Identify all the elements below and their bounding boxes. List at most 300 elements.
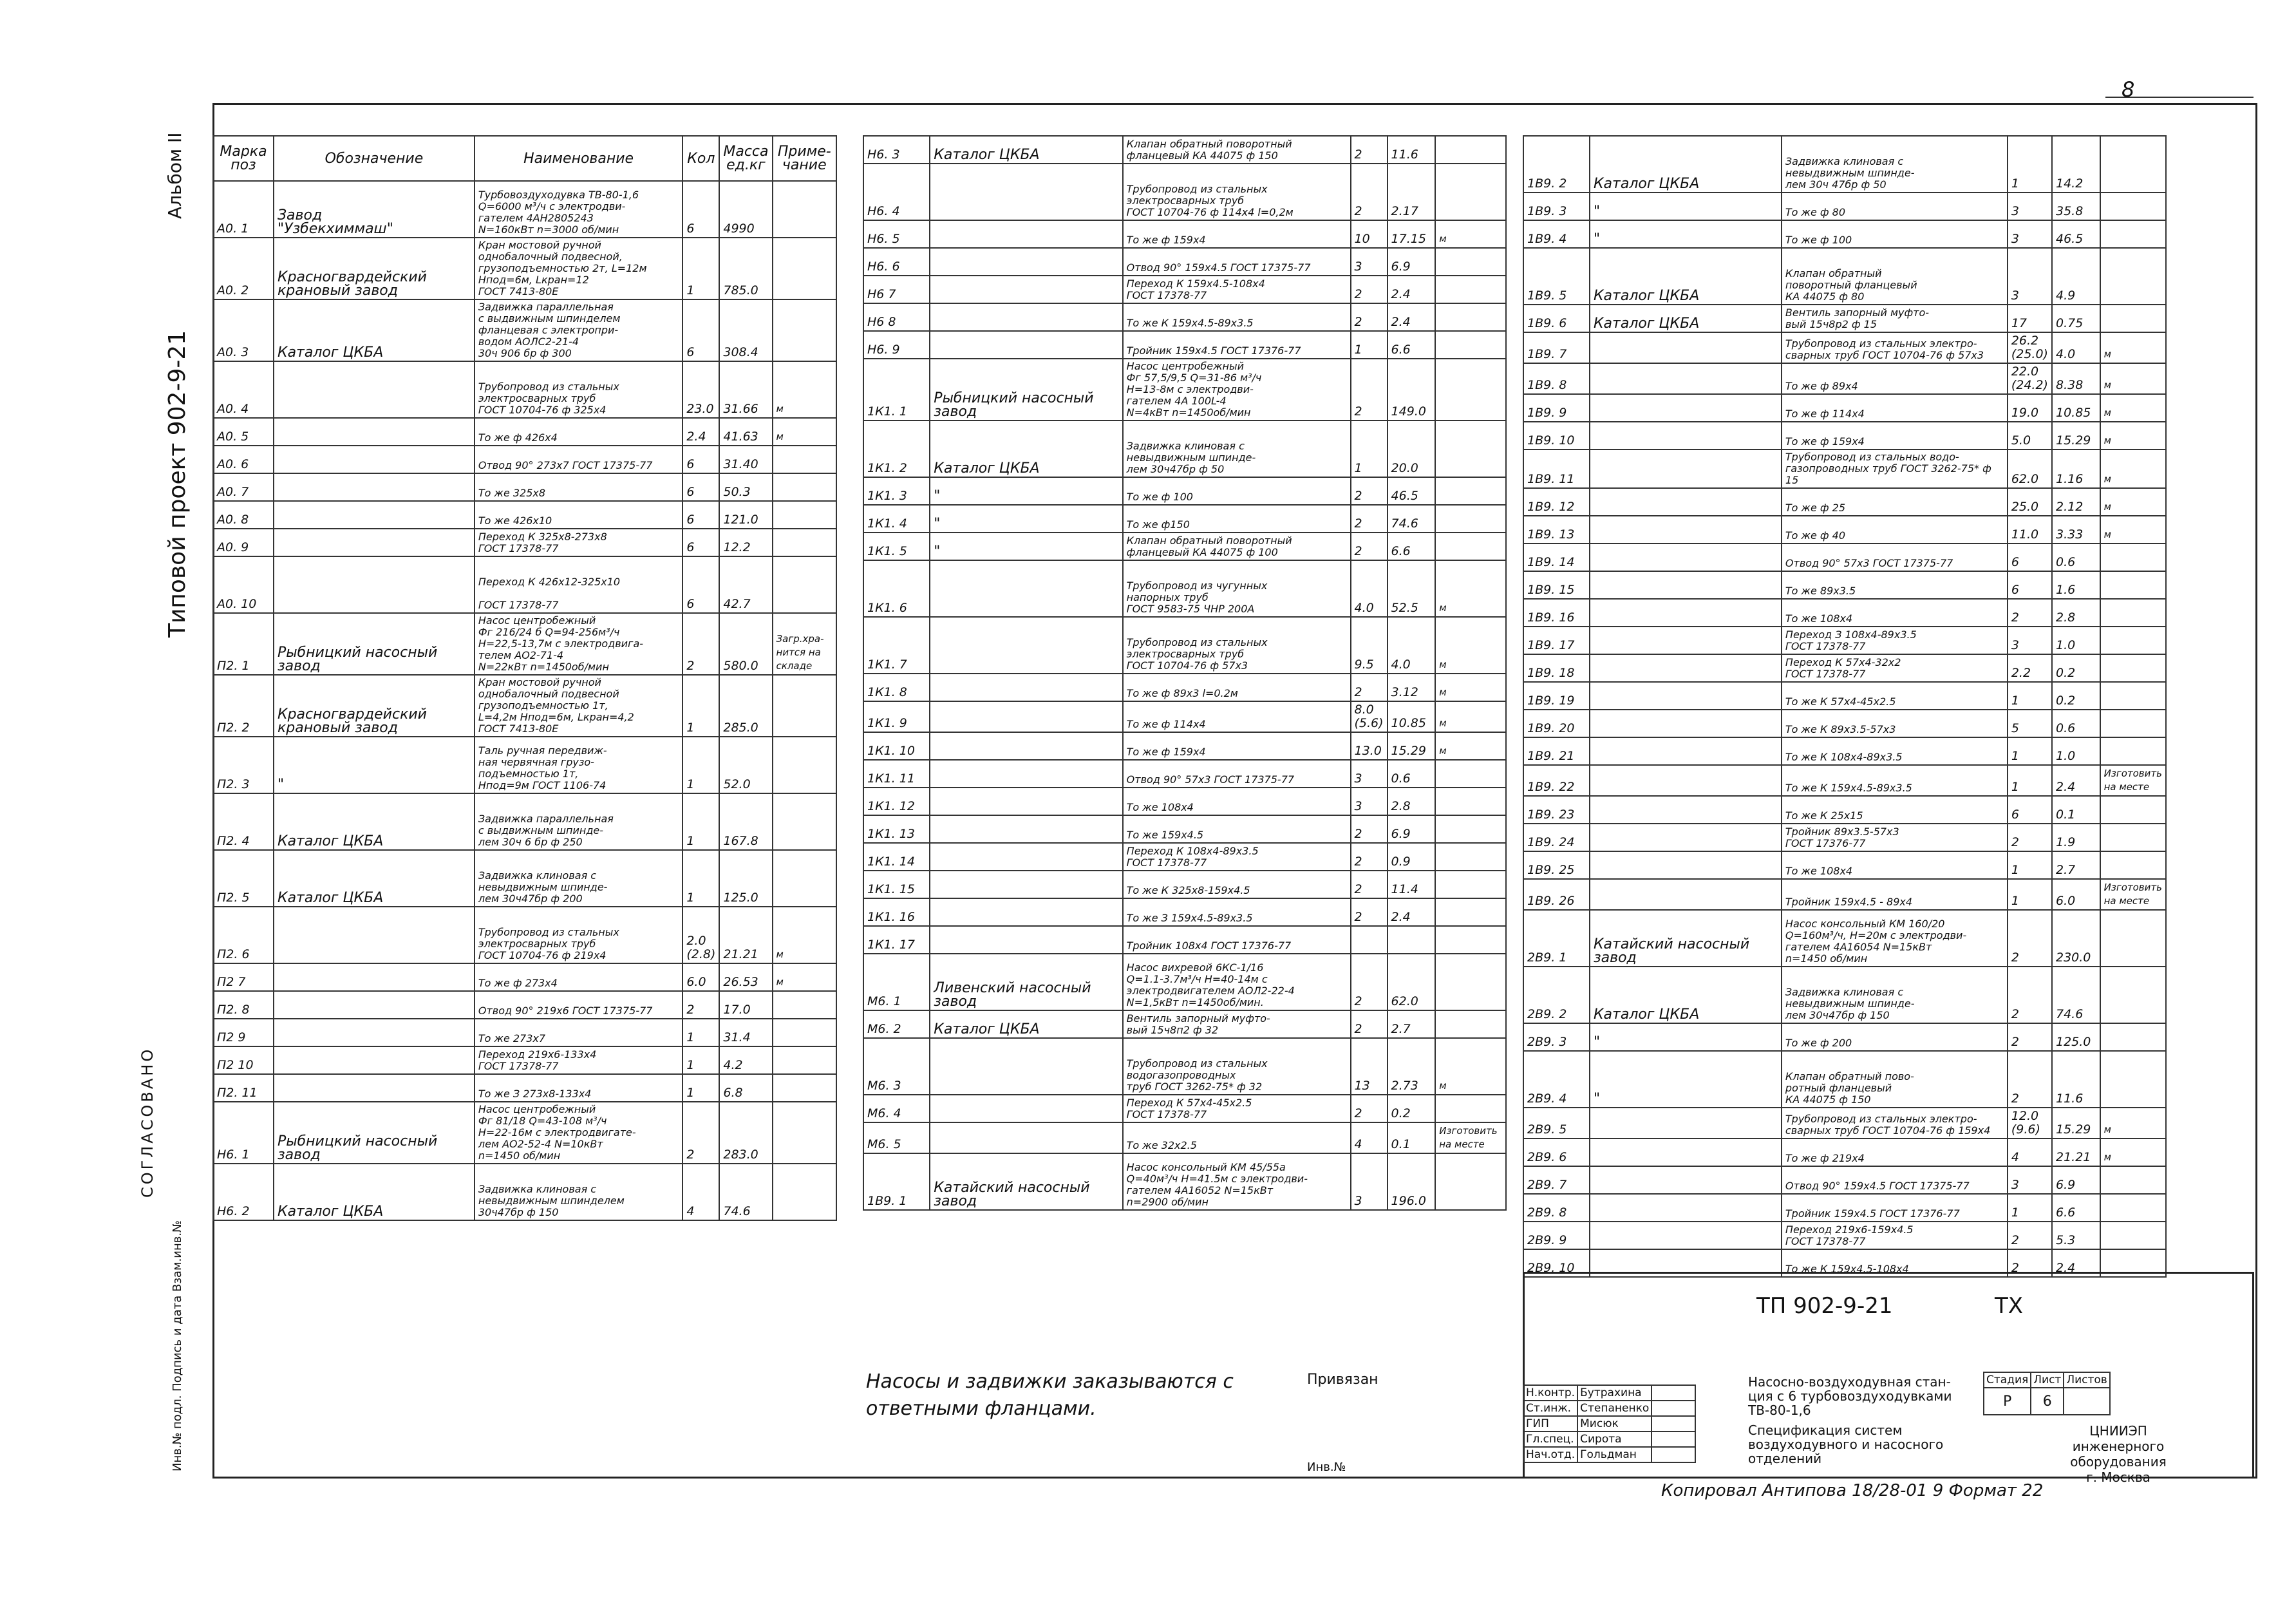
- cell-mass: 2.4: [2052, 1249, 2100, 1277]
- cell-mass: 17.15: [1388, 220, 1436, 248]
- cell-quantity: 2: [1351, 136, 1388, 164]
- cell-position: 1В9. 23: [1523, 796, 1590, 824]
- spec-row: [863, 505, 1506, 533]
- cell-mass: 74.6: [2052, 967, 2100, 1023]
- cell-mass: 20.0: [1388, 421, 1436, 477]
- cell-mass: 4.9: [2052, 248, 2100, 305]
- cell-note: [1435, 815, 1506, 843]
- cell-mass: 308.4: [719, 299, 772, 361]
- cell-designation: [1590, 737, 1782, 765]
- cell-quantity: 2: [1351, 164, 1388, 220]
- cell-mass: 2.73: [1388, 1038, 1436, 1095]
- spec-row: [863, 843, 1506, 871]
- cell-quantity: 25.0: [2008, 488, 2052, 516]
- header-qty: Кол: [682, 136, 719, 181]
- spec-column-1: [212, 135, 837, 1221]
- cell-mass: 2.12: [2052, 488, 2100, 516]
- cell-note: Загр.хра- нится на складе: [773, 613, 836, 675]
- cell-position: 2В9. 2: [1523, 967, 1590, 1023]
- cell-designation: [1590, 516, 1782, 543]
- cell-quantity: 5.0: [2008, 422, 2052, 449]
- cell-designation: [930, 220, 1122, 248]
- cell-note: [1435, 871, 1506, 898]
- cell-position: 2В9. 10: [1523, 1249, 1590, 1277]
- signature-row: [1523, 1432, 1695, 1447]
- cell-quantity: 2: [682, 991, 719, 1019]
- cell-position: 1В9. 20: [1523, 710, 1590, 737]
- cell-designation: Красногвардейский крановый завод: [274, 675, 475, 737]
- cell-designation: ": [930, 505, 1122, 533]
- cell-quantity: 2: [1351, 533, 1388, 560]
- cell-name: То же ф 159х4: [1782, 422, 2008, 449]
- stage-value: Р: [1984, 1388, 2031, 1415]
- cell-designation: [274, 501, 475, 529]
- cell-quantity: 2: [2008, 599, 2052, 627]
- sheet-value: 6: [2031, 1388, 2064, 1415]
- cell-quantity: 2: [1351, 898, 1388, 926]
- cell-mass: 580.0: [719, 613, 772, 675]
- stage-table: [1983, 1372, 2111, 1415]
- cell-position: 1В9. 2: [1523, 136, 1590, 193]
- signature-name: Бутрахина: [1577, 1385, 1651, 1401]
- cell-mass: 2.4: [2052, 765, 2100, 796]
- cell-designation: ": [930, 533, 1122, 560]
- spec-row: [863, 1122, 1506, 1153]
- cell-designation: [930, 276, 1122, 303]
- cell-designation: ": [1590, 193, 1782, 220]
- spec-row: [1523, 796, 2166, 824]
- cell-position: А0. 10: [213, 556, 274, 613]
- cell-note: [2100, 654, 2166, 682]
- cell-name: Насос центробежный Фг 216/24 б Q=94-256м³/ч Н=22,5-13,7м с электродвига- телем АО2-71-4 N=22кВт n=1450об/мин: [475, 613, 682, 675]
- cell-note: м: [2100, 516, 2166, 543]
- cell-mass: 125.0: [719, 850, 772, 907]
- spec-column-3: [1523, 135, 2167, 1278]
- cell-mass: 0.2: [2052, 682, 2100, 710]
- cell-note: [1435, 248, 1506, 276]
- cell-quantity: 19.0: [2008, 394, 2052, 422]
- spec-row: [213, 473, 836, 501]
- cell-position: 1К1. 2: [863, 421, 930, 477]
- agreed-label: СОГЛАСОВАНО: [138, 1046, 156, 1198]
- cell-designation: Каталог ЦКБА: [1590, 248, 1782, 305]
- cell-note: м: [2100, 363, 2166, 394]
- cell-quantity: 8.0 (5.6): [1351, 701, 1388, 732]
- cell-mass: 11.6: [1388, 136, 1436, 164]
- cell-position: Н6. 4: [863, 164, 930, 220]
- cell-mass: 17.0: [719, 991, 772, 1019]
- spec-row: [1523, 516, 2166, 543]
- cell-quantity: 23.0: [682, 361, 719, 418]
- cell-designation: [930, 164, 1122, 220]
- cell-position: 1В9. 6: [1523, 305, 1590, 332]
- cell-note: [1435, 898, 1506, 926]
- cell-position: А0. 4: [213, 361, 274, 418]
- cell-position: 2В9. 9: [1523, 1222, 1590, 1249]
- cell-note: м: [1435, 674, 1506, 701]
- cell-mass: 6.0: [2052, 879, 2100, 910]
- cell-quantity: 2.2: [2008, 654, 2052, 682]
- cell-name: Переход К 325х8-273х8 ГОСТ 17378-77: [475, 529, 682, 556]
- cell-name: То же 89х3.5: [1782, 571, 2008, 599]
- signature-role: Н.контр.: [1523, 1385, 1577, 1401]
- cell-position: М6. 3: [863, 1038, 930, 1095]
- cell-position: П2 9: [213, 1019, 274, 1046]
- spec-row: [213, 446, 836, 473]
- cell-mass: 2.4: [1388, 276, 1436, 303]
- cell-name: То же ф 89х3 l=0.2м: [1123, 674, 1351, 701]
- signature-mark: [1651, 1385, 1695, 1401]
- cell-quantity: 2: [2008, 1051, 2052, 1108]
- spec-row: [1523, 1222, 2166, 1249]
- cell-mass: 46.5: [1388, 477, 1436, 505]
- cell-position: М6. 5: [863, 1122, 930, 1153]
- cell-name: То же ф 40: [1782, 516, 2008, 543]
- cell-note: [773, 529, 836, 556]
- cell-quantity: 22.0 (24.2): [2008, 363, 2052, 394]
- spec-row: [863, 954, 1506, 1010]
- cell-name: Переход К 108х4-89х3.5 ГОСТ 17378-77: [1123, 843, 1351, 871]
- cell-note: м: [1435, 701, 1506, 732]
- spec-row: [1523, 851, 2166, 879]
- cell-position: М6. 2: [863, 1010, 930, 1038]
- cell-name: Переход 219х6-159х4.5 ГОСТ 17378-77: [1782, 1222, 2008, 1249]
- cell-mass: 15.29: [2052, 1108, 2100, 1139]
- cell-name: Переход З 108х4-89х3.5 ГОСТ 17378-77: [1782, 627, 2008, 654]
- cell-designation: [1590, 571, 1782, 599]
- spec-row: [213, 361, 836, 418]
- cell-note: [2100, 220, 2166, 248]
- cell-position: 1К1. 14: [863, 843, 930, 871]
- cell-mass: 50.3: [719, 473, 772, 501]
- inv-label: Инв.№: [1307, 1460, 1346, 1474]
- cell-quantity: 2: [682, 613, 719, 675]
- cell-note: м: [773, 907, 836, 963]
- spec-row: [863, 926, 1506, 954]
- spec-row: [1523, 422, 2166, 449]
- cell-name: Трубопровод из стальных электро- сварных труб ГОСТ 10704-76 ф 159х4: [1782, 1108, 2008, 1139]
- cell-position: А0. 5: [213, 418, 274, 446]
- cell-designation: [1590, 488, 1782, 516]
- cell-designation: Каталог ЦКБА: [930, 1010, 1122, 1038]
- cell-note: [1435, 505, 1506, 533]
- cell-position: Н6. 5: [863, 220, 930, 248]
- cell-note: [2100, 1051, 2166, 1108]
- spec-row: [863, 421, 1506, 477]
- cell-mass: 62.0: [1388, 954, 1436, 1010]
- cell-name: То же ф 80: [1782, 193, 2008, 220]
- spec-row: [1523, 1108, 2166, 1139]
- cell-designation: [930, 898, 1122, 926]
- cell-note: [2100, 543, 2166, 571]
- cell-name: То же ф 159х4: [1123, 220, 1351, 248]
- stage-label: Стадия: [1984, 1372, 2031, 1388]
- cell-designation: [274, 963, 475, 991]
- cell-designation: [274, 1074, 475, 1102]
- cell-mass: 3.12: [1388, 674, 1436, 701]
- cell-mass: 15.29: [2052, 422, 2100, 449]
- cell-position: 1К1. 3: [863, 477, 930, 505]
- cell-name: То же К 57х4-45х2.5: [1782, 682, 2008, 710]
- cell-position: 1В9. 9: [1523, 394, 1590, 422]
- cell-quantity: 2: [2008, 967, 2052, 1023]
- cell-note: м: [1435, 617, 1506, 674]
- cell-note: [2100, 910, 2166, 967]
- cell-note: [2100, 1166, 2166, 1194]
- signatures-table: [1523, 1384, 1696, 1463]
- spec-row: [863, 359, 1506, 421]
- cell-position: П2 7: [213, 963, 274, 991]
- cell-name: Насос центробежный Фг 81/18 Q=43-108 м³/ч Н=22-16м с электродвигате- лем АО2-52-4 N=10кВт n=1450 об/мин: [475, 1102, 682, 1164]
- spec-row: [213, 238, 836, 299]
- cell-position: Н6 7: [863, 276, 930, 303]
- cell-position: А0. 1: [213, 181, 274, 238]
- cell-mass: 21.21: [719, 907, 772, 963]
- cell-quantity: 9.5: [1351, 617, 1388, 674]
- cell-designation: ": [1590, 1023, 1782, 1051]
- spec-row: [1523, 1139, 2166, 1166]
- spec-row: [1523, 1194, 2166, 1222]
- cell-mass: 230.0: [2052, 910, 2100, 967]
- cell-designation: Каталог ЦКБА: [274, 850, 475, 907]
- spec-row: [1523, 220, 2166, 248]
- cell-designation: Красногвардейский крановый завод: [274, 238, 475, 299]
- cell-mass: 10.85: [1388, 701, 1436, 732]
- spec-row: [1523, 824, 2166, 851]
- cell-mass: 31.4: [719, 1019, 772, 1046]
- spec-column-2: [863, 135, 1507, 1211]
- cell-position: 1В9. 14: [1523, 543, 1590, 571]
- cell-note: Изготовить на месте: [1435, 1122, 1506, 1153]
- spec-row: [863, 1095, 1506, 1122]
- cell-designation: ": [1590, 1051, 1782, 1108]
- spec-row: [1523, 910, 2166, 967]
- cell-quantity: 1: [2008, 682, 2052, 710]
- cell-quantity: 2: [1351, 303, 1388, 331]
- cell-mass: 6.6: [1388, 331, 1436, 359]
- cell-name: Трубопровод из стальных водогазопроводных труб ГОСТ 3262-75* ф 32: [1123, 1038, 1351, 1095]
- cell-note: [2100, 193, 2166, 220]
- cell-mass: 121.0: [719, 501, 772, 529]
- document-mark: ТХ: [1995, 1293, 2024, 1319]
- cell-position: 1К1. 13: [863, 815, 930, 843]
- spec-row: [1523, 332, 2166, 363]
- cell-position: 2В9. 1: [1523, 910, 1590, 967]
- cell-note: [2100, 967, 2166, 1023]
- cell-quantity: 4.0: [1351, 560, 1388, 617]
- spec-row: [863, 276, 1506, 303]
- spec-row: [1523, 879, 2166, 910]
- cell-mass: 74.6: [719, 1164, 772, 1220]
- cell-name: Трубопровод из стальных электро- сварных труб ГОСТ 10704-76 ф 57х3: [1782, 332, 2008, 363]
- cell-note: [2100, 710, 2166, 737]
- cell-mass: 2.7: [1388, 1010, 1436, 1038]
- cell-quantity: 2: [682, 1102, 719, 1164]
- cell-quantity: 2: [2008, 1249, 2052, 1277]
- cell-quantity: 3: [1351, 1153, 1388, 1210]
- cell-quantity: 1: [682, 850, 719, 907]
- cell-position: 1В9. 22: [1523, 765, 1590, 796]
- signature-mark: [1651, 1432, 1695, 1447]
- cell-designation: [1590, 422, 1782, 449]
- cell-designation: [274, 446, 475, 473]
- cell-position: 1К1. 4: [863, 505, 930, 533]
- cell-quantity: 4: [1351, 1122, 1388, 1153]
- spec-row: [863, 303, 1506, 331]
- cell-name: Тройник 159х4.5 - 89х4: [1782, 879, 2008, 910]
- spec-row: [1523, 305, 2166, 332]
- cell-name: Отвод 90° 159х4.5 ГОСТ 17375-77: [1123, 248, 1351, 276]
- cell-note: [1435, 843, 1506, 871]
- spec-row: [213, 299, 836, 361]
- spec-row: [213, 501, 836, 529]
- cell-note: [2100, 571, 2166, 599]
- cell-name: То же 108х4: [1123, 788, 1351, 815]
- cell-mass: 6.9: [1388, 248, 1436, 276]
- spec-row: [863, 788, 1506, 815]
- spec-row: [213, 675, 836, 737]
- cell-quantity: 3: [1351, 248, 1388, 276]
- cell-note: [773, 556, 836, 613]
- cell-name: Переход К 159х4.5-108х4 ГОСТ 17378-77: [1123, 276, 1351, 303]
- cell-mass: 2.7: [2052, 851, 2100, 879]
- cell-name: То же ф 114х4: [1123, 701, 1351, 732]
- cell-designation: [930, 1095, 1122, 1122]
- footnote: Насосы и задвижки заказываются с ответными фланцами.: [866, 1370, 1234, 1420]
- cell-note: [1435, 1095, 1506, 1122]
- cell-quantity: 2: [2008, 910, 2052, 967]
- cell-quantity: 3: [1351, 788, 1388, 815]
- spec-row: [1523, 248, 2166, 305]
- cell-mass: 41.63: [719, 418, 772, 446]
- cell-mass: 74.6: [1388, 505, 1436, 533]
- cell-quantity: 2: [1351, 954, 1388, 1010]
- cell-quantity: 2: [1351, 1095, 1388, 1122]
- cell-mass: 1.6: [2052, 571, 2100, 599]
- cell-note: м: [2100, 1108, 2166, 1139]
- cell-name: Задвижка клиновая с невыдвижным шпинде- лем 30ч47бр ф 200: [475, 850, 682, 907]
- cell-note: [2100, 248, 2166, 305]
- cell-position: Н6. 1: [213, 1102, 274, 1164]
- cell-position: 2В9. 8: [1523, 1194, 1590, 1222]
- spec-row: [213, 793, 836, 850]
- cell-designation: [274, 361, 475, 418]
- cell-name: Таль ручная передвиж- ная червячная грузо- подъемностью 1т, Нпод=9м ГОСТ 1106-74: [475, 737, 682, 793]
- cell-position: А0. 9: [213, 529, 274, 556]
- cell-designation: [274, 418, 475, 446]
- cell-name: Трубопровод из стальных электросварных труб ГОСТ 10704-76 ф 325х4: [475, 361, 682, 418]
- cell-quantity: 6: [682, 473, 719, 501]
- cell-designation: [1590, 627, 1782, 654]
- cell-name: Тройник 89х3.5-57х3 ГОСТ 17376-77: [1782, 824, 2008, 851]
- spec-row: [863, 815, 1506, 843]
- cell-quantity: 6: [2008, 543, 2052, 571]
- cell-designation: ": [930, 477, 1122, 505]
- cell-name: То же 108х4: [1782, 851, 2008, 879]
- cell-position: П2. 1: [213, 613, 274, 675]
- cell-position: 1К1. 9: [863, 701, 930, 732]
- cell-quantity: 1: [1351, 421, 1388, 477]
- cell-quantity: 2.0 (2.8): [682, 907, 719, 963]
- cell-designation: [930, 871, 1122, 898]
- cell-mass: 1.0: [2052, 737, 2100, 765]
- cell-name: То же 273х7: [475, 1019, 682, 1046]
- cell-name: То же К 159х4.5-108х4: [1782, 1249, 2008, 1277]
- spec-row: [213, 991, 836, 1019]
- cell-mass: 149.0: [1388, 359, 1436, 421]
- spec-row: [1523, 1051, 2166, 1108]
- cell-note: [1435, 954, 1506, 1010]
- cell-position: П2 10: [213, 1046, 274, 1074]
- cell-note: [773, 675, 836, 737]
- cell-position: Н6 8: [863, 303, 930, 331]
- signature-role: Нач.отд.: [1523, 1447, 1577, 1462]
- sheets-label: Листов: [2064, 1372, 2110, 1388]
- cell-note: [1435, 788, 1506, 815]
- cell-note: [2100, 737, 2166, 765]
- cell-note: [2100, 627, 2166, 654]
- cell-mass: 3.33: [2052, 516, 2100, 543]
- cell-designation: [930, 1038, 1122, 1095]
- cell-quantity: 6: [682, 299, 719, 361]
- signature-name: Степаненко: [1577, 1401, 1651, 1416]
- signature-row: [1523, 1385, 1695, 1401]
- cell-position: 1В9. 25: [1523, 851, 1590, 879]
- cell-designation: Каталог ЦКБА: [274, 1164, 475, 1220]
- cell-note: [773, 991, 836, 1019]
- cell-note: [773, 850, 836, 907]
- spec-row: [1523, 654, 2166, 682]
- cell-designation: [930, 331, 1122, 359]
- cell-note: [773, 737, 836, 793]
- cell-quantity: 1: [2008, 1194, 2052, 1222]
- cell-mass: 785.0: [719, 238, 772, 299]
- cell-quantity: 4: [682, 1164, 719, 1220]
- cell-name: Задвижка клиновая с невыдвижным шпинде- лем 30ч47бр ф 50: [1123, 421, 1351, 477]
- cell-quantity: 6: [2008, 571, 2052, 599]
- cell-note: м: [2100, 449, 2166, 488]
- cell-name: То же ф 273х4: [475, 963, 682, 991]
- cell-name: То же ф 25: [1782, 488, 2008, 516]
- signature-mark: [1651, 1401, 1695, 1416]
- cell-mass: 196.0: [1388, 1153, 1436, 1210]
- cell-mass: 1.0: [2052, 627, 2100, 654]
- cell-mass: 285.0: [719, 675, 772, 737]
- cell-mass: 42.7: [719, 556, 772, 613]
- cell-mass: 11.6: [2052, 1051, 2100, 1108]
- spec-row: [213, 181, 836, 238]
- cell-quantity: 17: [2008, 305, 2052, 332]
- cell-quantity: 62.0: [2008, 449, 2052, 488]
- cell-mass: 2.8: [2052, 599, 2100, 627]
- project-title: Насосно-воздуходувная стан- ция с 6 турбовоздуходувками ТВ-80-1,6: [1748, 1374, 1952, 1418]
- cell-note: м: [2100, 1139, 2166, 1166]
- spec-row: [213, 1019, 836, 1046]
- spec-row: [863, 871, 1506, 898]
- cell-designation: Рыбницкий насосный завод: [274, 613, 475, 675]
- cell-quantity: 6: [2008, 796, 2052, 824]
- cell-position: 2В9. 4: [1523, 1051, 1590, 1108]
- cell-position: 1К1. 7: [863, 617, 930, 674]
- cell-position: 1В9. 7: [1523, 332, 1590, 363]
- cell-note: [1435, 1010, 1506, 1038]
- cell-designation: [930, 674, 1122, 701]
- cell-mass: 2.17: [1388, 164, 1436, 220]
- spec-row: [863, 1038, 1506, 1095]
- cell-designation: Каталог ЦКБА: [1590, 967, 1782, 1023]
- cell-position: А0. 7: [213, 473, 274, 501]
- cell-mass: 125.0: [2052, 1023, 2100, 1051]
